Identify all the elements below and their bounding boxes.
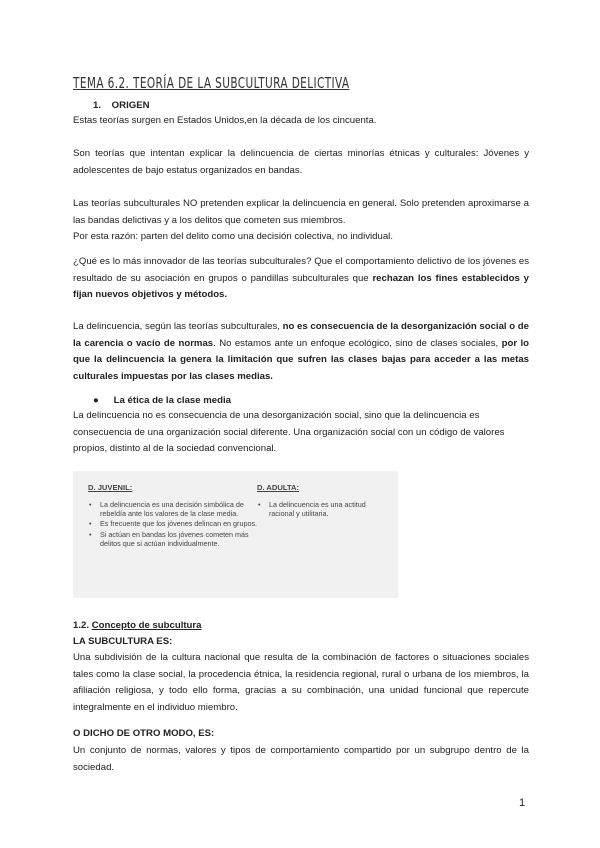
bullet-dot-icon: ● (93, 395, 99, 406)
column-adulta (257, 483, 387, 519)
delincuencia-bold-d: por lo que la delincuencia la genera la limitación que sufren las clases bajas para acceder a las metas culturales impuestas por las clases medias. (73, 337, 529, 382)
list-item: • La delincuencia es una decisión simbólica de rebeldía ante los valores de la clase media. (100, 500, 258, 518)
paragraph-minorias: Son teorías que intentan explicar la delincuencia de ciertas minorías étnicas y culturales: Jóvenes y adolescentes de bajo estatus organizados en bandas. (73, 148, 529, 176)
section-title: Concepto de subcultura (91, 620, 202, 631)
paragraph-no-pretenden (73, 196, 529, 246)
innovador-text: ¿Qué es lo más innovador de las teorías subculturales? Que el comportamiento delictivo de los jóvenes es resultado de su asociación en grupos o pandillas subculturales que (73, 256, 529, 284)
subheading-subcultura-es: LA SUBCULTURA ES: (73, 636, 173, 647)
paragraph-razon-text: Por esta razón: parten del delito como una decisión colectiva, no individual. (73, 231, 393, 242)
subheading-dicho-otro-modo: O DICHO DE OTRO MODO, ES: (73, 728, 215, 739)
section-title: ORIGEN (111, 100, 150, 111)
paragraph-etica: La delincuencia no es consecuencia de una desorganización social, sino que la delincuencia es consecuencia de una organización social diferente. Una organización social con un código de valores propios, distinto al de la sociedad convencional. (73, 410, 505, 454)
paragraph-no-pretenden-text: Las teorías subculturales NO pretenden explicar la delincuencia en general. Solo pretenden aproximarse a las bandas delictivas y a los delitos que cometen sus miembros. (73, 198, 529, 226)
innovador-bold: rechazan los fines establecidos y fijan nuevos objetivos y métodos. (73, 272, 529, 300)
comparison-box (73, 471, 398, 598)
page-title: TEMA 6.2. TEORÍA DE LA SUBCULTURA DELICTIVA (73, 74, 350, 92)
section-heading-origen (93, 100, 150, 111)
juvenil-list (88, 500, 258, 548)
juvenil-heading: D. JUVENIL: (88, 483, 133, 492)
section-number: 1. (93, 100, 102, 111)
section-number: 1.2. (73, 620, 90, 631)
bullet-etica-heading (93, 395, 231, 406)
bullet-etica-title: La ética de la clase media (113, 395, 231, 406)
list-item: • Si actúan en bandas los jóvenes cometen más delitos que si actúan individualmente. (100, 530, 258, 548)
adulta-heading: D. ADULTA: (257, 483, 300, 492)
paragraph-definicion: Una subdivisión de la cultura nacional que resulta de la combinación de factores o situaciones sociales tales como la clase social, la procedencia étnica, la residencia regional, rural o urbana de los miembros, la afiliación religiosa, y todo ello forma, gracias a su combinación, una unidad funcional que repercute integralmente en el individuo miembro. (73, 652, 529, 713)
section-heading-subcultura (73, 620, 202, 631)
paragraph-definicion-2: Un conjunto de normas, valores y tipos de comportamiento compartido por un subgrupo dentro de la sociedad. (73, 745, 529, 773)
delincuencia-text-c: . No estamos ante un enfoque ecológico, sino de clases sociales, (213, 337, 502, 349)
list-item: • La delincuencia es una actitud racional y utilitaria. (269, 500, 387, 518)
paragraph-innovador (73, 254, 529, 304)
list-item: • Es frecuente que los jóvenes delincan en grupos. (100, 519, 258, 528)
page-number: 1 (519, 797, 526, 809)
delincuencia-text-a: La delincuencia, según las teorías subculturales, (73, 321, 283, 332)
adulta-list (257, 500, 387, 518)
intro-paragraph: Estas teorías surgen en Estados Unidos,en la década de los cincuenta. (73, 115, 377, 126)
paragraph-delincuencia (73, 319, 529, 385)
column-juvenil (88, 483, 258, 549)
delincuencia-bold-b: no es consecuencia de la desorganización social o de la carencia o vacío de normas (73, 321, 529, 349)
